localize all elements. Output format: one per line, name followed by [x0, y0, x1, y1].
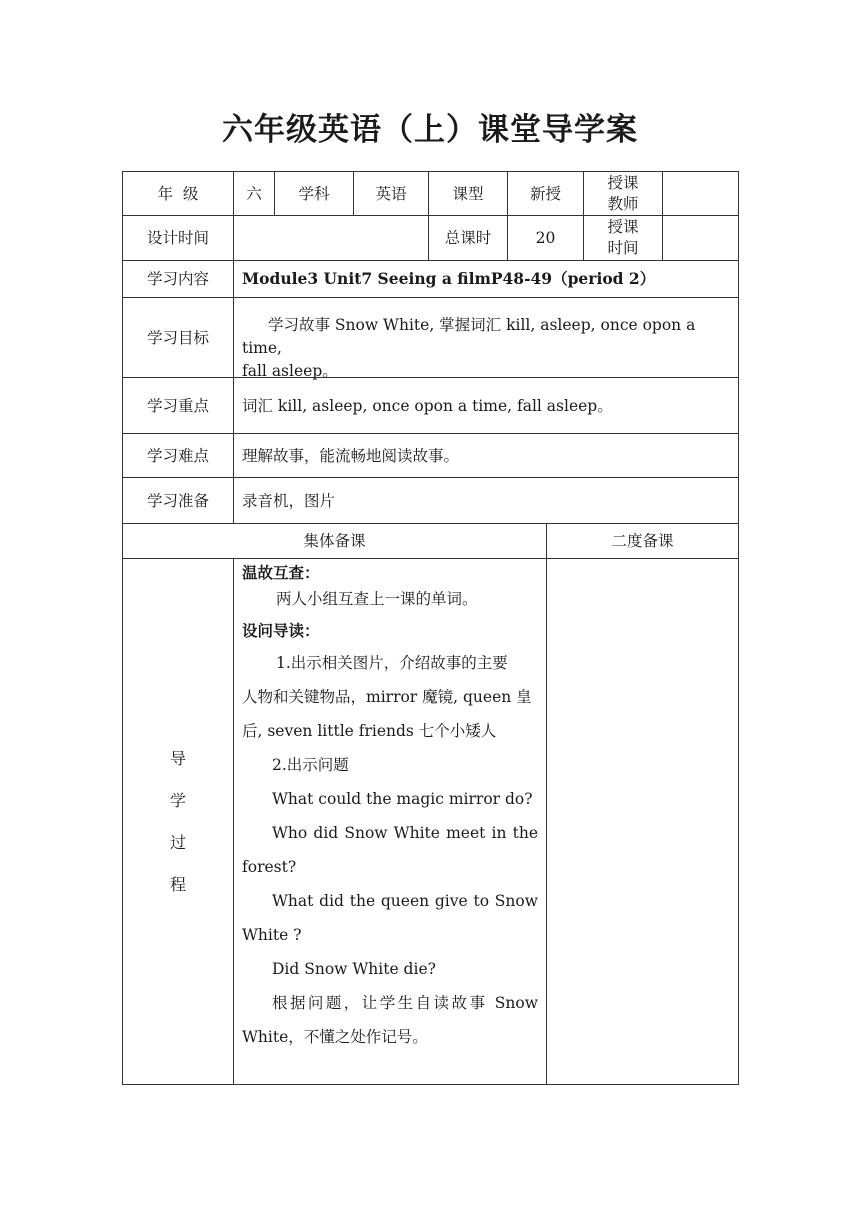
grade-label: 年 级	[122, 171, 234, 216]
subject-label: 学科	[274, 171, 354, 216]
process-label	[122, 558, 234, 1085]
lesson-type-value: 新授	[507, 171, 584, 216]
preparation-label: 学习准备	[122, 477, 234, 524]
instruction-line2: White，不懂之处作记号。	[242, 1028, 428, 1046]
review-heading: 温故互查：	[242, 563, 320, 582]
key-points-label: 学习重点	[122, 377, 234, 434]
step2: 2.出示问题	[272, 756, 349, 774]
content-label: 学习内容	[122, 260, 234, 298]
total-hours-label: 总课时	[428, 215, 508, 261]
process-char: 导	[169, 748, 186, 768]
process-char: 过	[169, 832, 186, 852]
second-prep-content	[546, 558, 739, 1085]
teacher-value	[662, 171, 739, 216]
question-2-line1: Who did Snow White meet in the	[272, 824, 538, 842]
teach-time-label: 授课 时间	[583, 215, 663, 261]
step1-line2: 人物和关键物品，mirror 魔镜, queen 皇	[242, 688, 532, 706]
design-time-label: 设计时间	[122, 215, 234, 261]
group-prep-header: 集体备课	[122, 523, 547, 559]
step1-line3: 后, seven little friends 七个小矮人	[242, 722, 497, 740]
second-prep-header: 二度备课	[546, 523, 739, 559]
question-4: Did Snow White die?	[272, 960, 436, 978]
page-title: 六年级英语（上）课堂导学案	[222, 112, 638, 148]
goal-line-2: fall asleep。	[242, 362, 338, 380]
grade-value: 六	[233, 171, 275, 216]
process-char: 学	[169, 790, 186, 810]
key-points-value: 词汇 kill, asleep, once opon a time, fall asleep。	[233, 377, 739, 434]
question-2-line2: forest?	[242, 858, 297, 876]
question-3-line2: White ?	[242, 926, 302, 944]
instruction-line1: 根据问题，让学生自读故事 Snow	[272, 994, 538, 1012]
question-3-line1: What did the queen give to Snow	[272, 892, 538, 910]
goal-label: 学习目标	[122, 297, 234, 378]
goal-value	[233, 297, 739, 378]
process-char: 程	[169, 874, 186, 894]
subject-value: 英语	[353, 171, 429, 216]
content-value: Module3 Unit7 Seeing a filmP48-49（period 2）	[233, 260, 739, 298]
question-heading: 设问导读：	[242, 621, 320, 640]
design-time-value	[233, 215, 429, 261]
difficulties-label: 学习难点	[122, 433, 234, 478]
teacher-label: 授课 教师	[583, 171, 663, 216]
preparation-value: 录音机，图片	[233, 477, 739, 524]
process-content	[233, 558, 547, 1085]
review-text: 两人小组互查上一课的单词。	[276, 590, 478, 608]
difficulties-value: 理解故事，能流畅地阅读故事。	[233, 433, 739, 478]
teach-time-value	[662, 215, 739, 261]
total-hours-value: 20	[507, 215, 584, 261]
step1-line1: 1.出示相关图片，介绍故事的主要	[276, 654, 508, 672]
goal-line-1: 学习故事 Snow White, 掌握词汇 kill, asleep, once opon a time,	[242, 316, 696, 357]
question-1: What could the magic mirror do?	[272, 790, 533, 808]
lesson-type-label: 课型	[428, 171, 508, 216]
